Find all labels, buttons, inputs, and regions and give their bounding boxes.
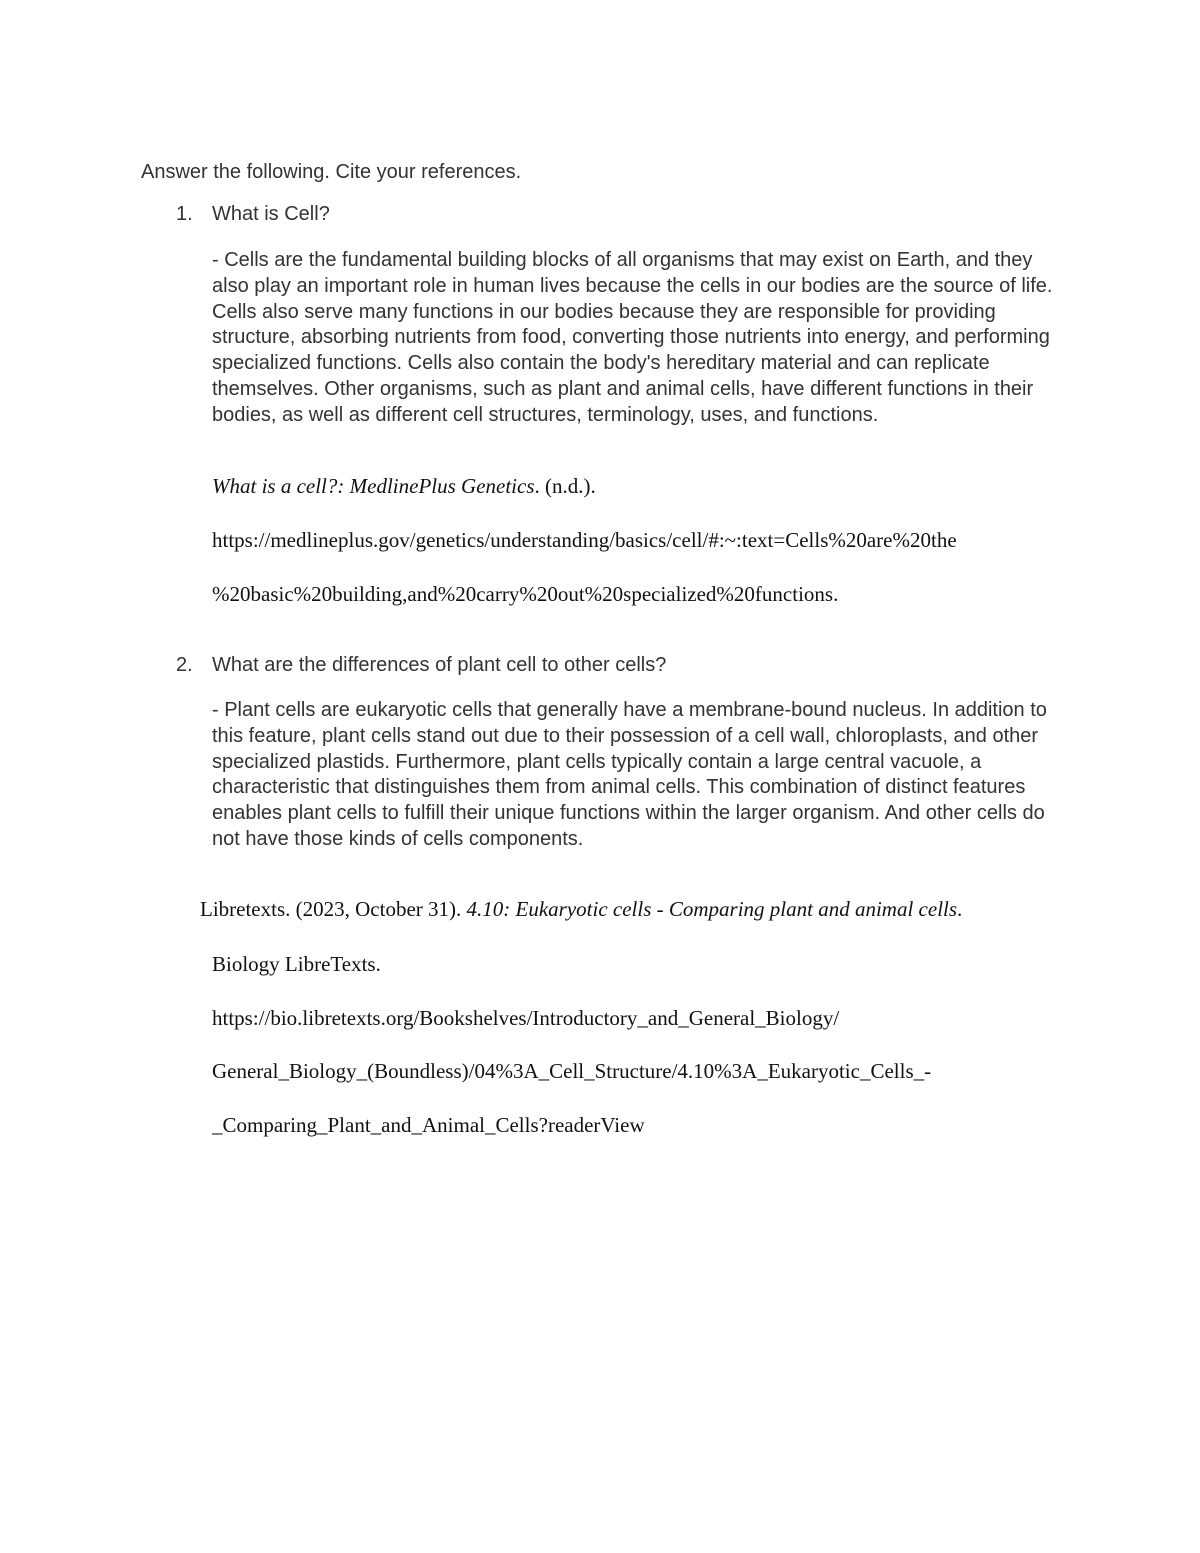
reference-2-title: 4.10: Eukaryotic cells - Comparing plant and animal cells xyxy=(466,897,958,921)
reference-2-publisher: Biology LibreTexts. xyxy=(212,952,381,976)
question-1-text: What is Cell? xyxy=(212,203,330,225)
reference-2-title-end: . xyxy=(957,897,963,921)
answer-1-paragraph: - Cells are the fundamental building blocks of all organisms that may exist on Earth, and they also play an important role in human lives because the cells in our bodies are the source of life. Cells also serve many functions in our bodies because they are responsible for providing structure, absorbing nutrients from food, converting those nutrients into energy, and performing specialized functions. Cells also contain the body's hereditary material and can replicate themselves. Other organisms, such as plant and animal cells, have different functions in their bodies, as well as different cell structures, terminology, uses, and functions. xyxy=(212,249,1053,426)
reference-1-url-line-2: %20basic%20building,and%20carry%20out%20specialized%20functions. xyxy=(212,582,839,606)
reference-1-title: What is a cell?: MedlinePlus Genetics xyxy=(212,474,535,498)
instruction-text: Answer the following. Cite your references. xyxy=(141,161,522,183)
reference-1-url-line-1: https://medlineplus.gov/genetics/understanding/basics/cell/#:~:text=Cells%20are%20the xyxy=(212,528,957,552)
question-2-text: What are the differences of plant cell to other cells? xyxy=(212,654,667,676)
reference-2-citation xyxy=(200,897,962,922)
reference-1-date: . (n.d.). xyxy=(534,474,596,498)
reference-2-url-line-3: _Comparing_Plant_and_Animal_Cells?readerView xyxy=(212,1113,645,1137)
reference-2-url-line-2: General_Biology_(Boundless)/04%3A_Cell_Structure/4.10%3A_Eukaryotic_Cells_- xyxy=(212,1059,932,1083)
question-2-number: 2. xyxy=(176,654,193,676)
answer-2-paragraph: - Plant cells are eukaryotic cells that generally have a membrane-bound nucleus. In addition to this feature, plant cells stand out due to their possession of a cell wall, chloroplasts, and other specialized plastids. Furthermore, plant cells typically contain a large central vacuole, a characteristic that distinguishes them from animal cells. This combination of distinct features enables plant cells to fulfill their unique functions within the larger organism. And other cells do not have those kinds of cells components. xyxy=(212,699,1047,850)
reference-2-url-line-1: https://bio.libretexts.org/Bookshelves/Introductory_and_General_Biology/ xyxy=(212,1006,840,1030)
reference-1-citation xyxy=(212,474,596,499)
reference-2-author-date: Libretexts. (2023, October 31). xyxy=(200,897,467,921)
question-1-number: 1. xyxy=(176,203,193,225)
